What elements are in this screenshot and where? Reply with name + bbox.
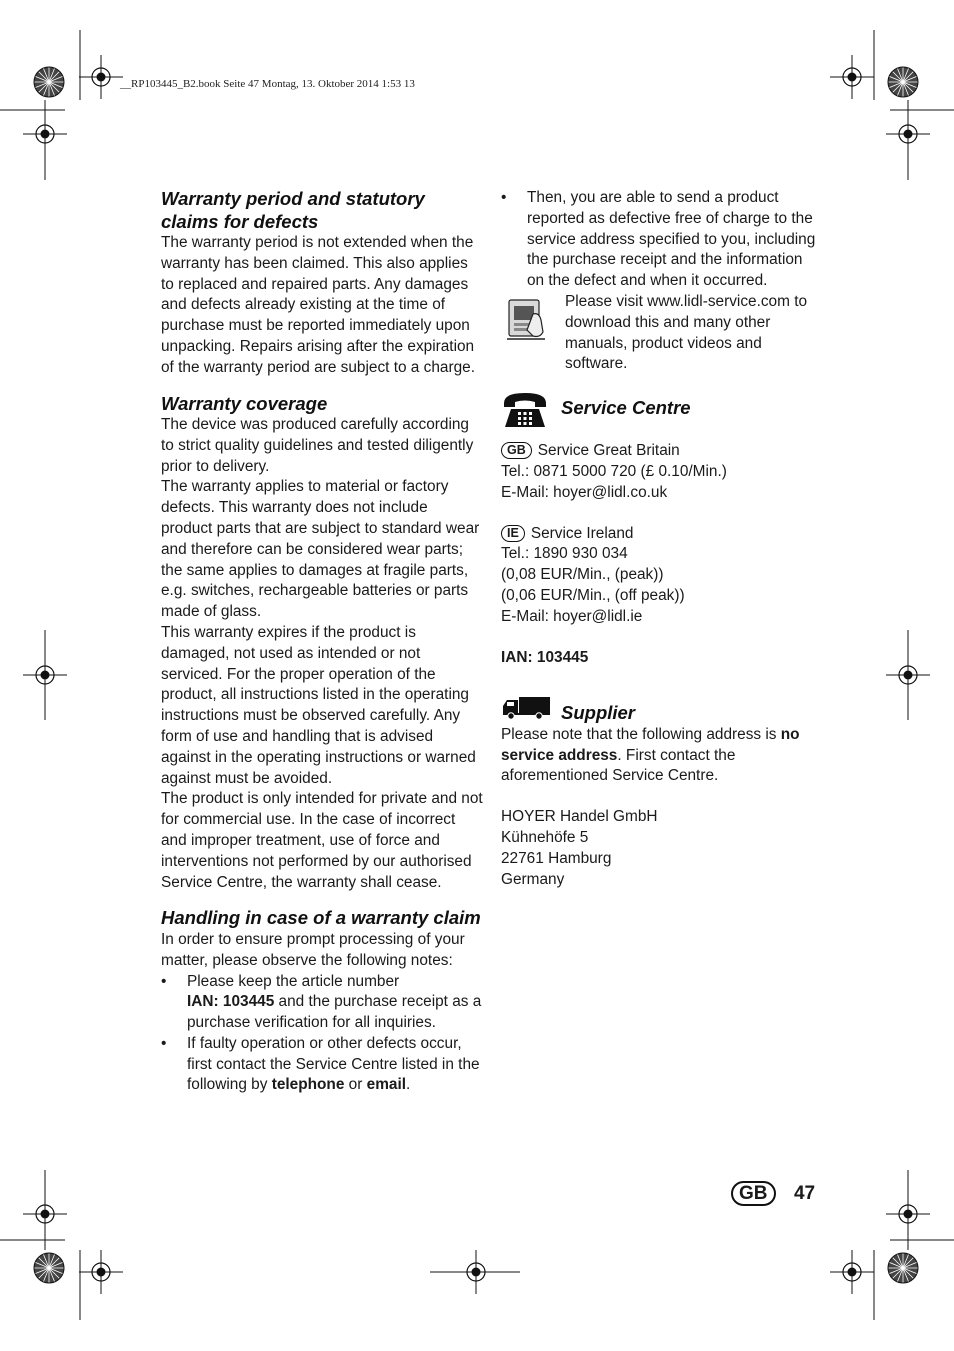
bullet-text: Then, you are able to send a product reported as defective free of charge to the service address specified to you, including the purchase receipt and the information on the defect and when it occurred.	[527, 189, 816, 290]
bullet-text: Please keep the article number	[187, 972, 400, 990]
bullet-dot: •	[501, 189, 507, 206]
section-title-supplier: Supplier	[561, 702, 636, 724]
address-city: 22761 Hamburg	[501, 849, 612, 867]
service-ie-phone: Tel.: 1890 930 034	[501, 545, 628, 563]
left-column	[161, 188, 483, 1096]
address-country: Germany	[501, 870, 565, 888]
list-item	[161, 972, 483, 1034]
bullet-text-end: .	[406, 1076, 411, 1094]
right-column	[501, 188, 823, 890]
page-number: 47	[793, 1183, 816, 1204]
list-item	[161, 1034, 483, 1096]
coverage-paragraph-2: The warranty applies to material or factory defects. This warranty does not include product parts that are subject to standard wear and therefore can be considered wear parts; the same applies to damages at fragile parts, e.g. switches, rechargeable batteries or parts made of glass.	[161, 478, 480, 621]
service-centre-heading	[501, 397, 823, 441]
service-ie-label: Service Ireland	[530, 524, 634, 542]
list-item	[501, 188, 823, 292]
telephone-icon	[501, 389, 549, 429]
footer	[731, 1182, 815, 1206]
supplier-note-c: . First contact the aforementioned Service Centre.	[501, 746, 736, 785]
supplier-heading	[501, 702, 823, 725]
section-title-warranty-period: Warranty period and statutory claims for defects	[161, 188, 425, 232]
address-street: Kühnehöfe 5	[501, 829, 589, 847]
supplier-note-a: Please note that the following address is	[501, 725, 781, 743]
service-gb-phone: Tel.: 0871 5000 720 (£ 0.10/Min.)	[501, 462, 727, 480]
download-icon	[503, 296, 549, 342]
email-emphasis: email	[366, 1076, 406, 1094]
coverage-paragraph-3: This warranty expires if the product is damaged, not used as intended or not serviced. For the proper operation of the product, all instructions listed in the operating instructions must be observed carefully. Any form of use and handling that is advised against in the operating instructions or warned against must be avoided.	[161, 624, 476, 787]
warranty-period-text: The warranty period is not extended when the warranty has been claimed. This also applies to replaced and repaired parts. Any damages and defects already existing at the time of purchase must be reported immediately upon unpacking. Repairs arising after the expiration of the warranty period are subject to a charge.	[161, 234, 475, 376]
ie-badge: IE	[501, 525, 525, 542]
service-gb-label: Service Great Britain	[537, 442, 680, 460]
bullet-dot: •	[161, 972, 167, 990]
section-title-service-centre: Service Centre	[561, 397, 691, 419]
service-ie-email: E-Mail: hoyer@lidl.ie	[501, 607, 643, 625]
download-text: Please visit www.lidl-service.com to download this and many other manuals, product videos and software.	[565, 292, 808, 373]
bullet-text-rest: and the purchase receipt as a purchase verification for all inquiries.	[187, 993, 482, 1032]
service-ie-peak-rate: (0,08 EUR/Min., (peak))	[501, 566, 664, 584]
truck-icon	[501, 696, 551, 720]
ian-number: IAN: 103445	[501, 648, 589, 666]
download-note	[501, 292, 823, 375]
telephone-emphasis: telephone	[271, 1076, 345, 1094]
service-gb-email: E-Mail: hoyer@lidl.co.uk	[501, 483, 668, 501]
service-gb-name	[501, 441, 823, 462]
bullet-text: If faulty operation or other defects occur, first contact the Service Centre listed in the following by	[187, 1034, 480, 1094]
claim-intro-text: In order to ensure prompt processing of your matter, please observe the following notes:	[161, 930, 465, 969]
service-ie-offpeak-rate: (0,06 EUR/Min., (off peak))	[501, 586, 685, 604]
print-header: __RP103445_B2.book Seite 47 Montag, 13. Oktober 2014 1:53 13	[120, 78, 415, 90]
bullet-dot: •	[161, 1034, 167, 1052]
coverage-paragraph-1: The device was produced carefully according to strict quality guidelines and tested diligently prior to delivery.	[161, 416, 474, 475]
service-ie-name	[501, 524, 823, 545]
bullet-text-or: or	[344, 1076, 367, 1094]
coverage-paragraph-4: The product is only intended for private and not for commercial use. In the case of incorrect and improper treatment, use of force and interventions not performed by our authorised Service Centre, the warranty shall cease.	[161, 790, 483, 891]
supplier-note	[501, 725, 823, 787]
ian-number: IAN: 103445	[187, 993, 275, 1011]
section-title-warranty-claim: Handling in case of a warranty claim	[161, 907, 481, 929]
country-badge: GB	[731, 1181, 776, 1206]
no-service-address-emphasis: no service address	[501, 725, 800, 764]
gb-badge: GB	[501, 442, 532, 459]
address-company: HOYER Handel GmbH	[501, 808, 658, 826]
section-title-warranty-coverage: Warranty coverage	[161, 392, 328, 414]
